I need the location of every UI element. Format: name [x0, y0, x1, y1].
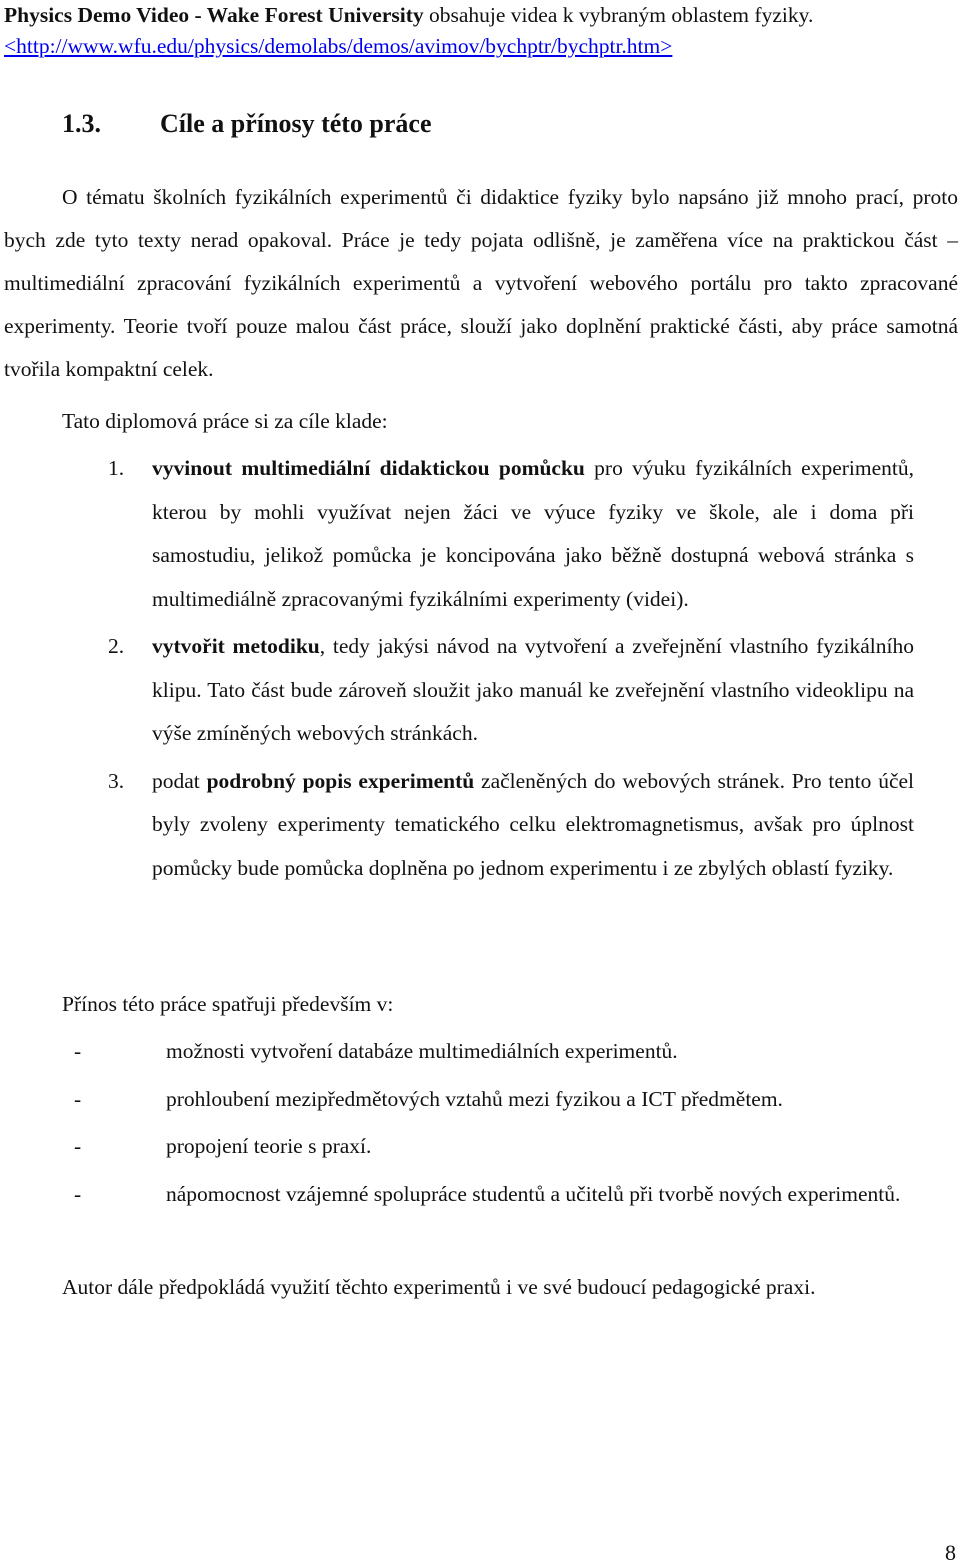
intro-paragraph: [4, 0, 954, 62]
intro-text: obsahuje videa k vybraným oblastem fyziky.: [423, 3, 814, 27]
dash-bullet: -: [74, 1134, 82, 1158]
benefit-text: možnosti vytvoření databáze multimediálních experimentů.: [166, 1039, 678, 1063]
goal-item: [108, 760, 914, 891]
dash-bullet: -: [74, 1039, 82, 1063]
dash-bullet: -: [74, 1181, 82, 1206]
goal-number: 3.: [108, 768, 125, 793]
benefit-item: [62, 1030, 958, 1074]
goal-bold: vyvinout multimediální didaktickou pomůcku: [152, 456, 585, 480]
benefits-intro: Přínos této práce spatřuji především v:: [62, 992, 394, 1016]
dash-bullet: -: [74, 1086, 82, 1111]
benefit-text: nápomocnost vzájemné spolupráce studentů a učitelů při tvorbě nových experimentů.: [166, 1181, 901, 1206]
section-heading: [62, 106, 432, 142]
closing-paragraph: Autor dále předpokládá využití těchto experimentů i ve své budoucí pedagogické praxi.: [62, 1275, 816, 1299]
benefits-list: [62, 1030, 958, 1220]
goals-list: [108, 447, 914, 894]
benefit-text: prohloubení mezipředmětových vztahů mezi fyzikou a ICT předmětem.: [166, 1086, 783, 1111]
section-number: 1.3.: [62, 109, 101, 138]
goal-item: [108, 447, 914, 621]
benefit-text: propojení teorie s praxí.: [166, 1134, 372, 1158]
goal-number: 1.: [108, 456, 125, 480]
page-number: 8: [945, 1540, 956, 1565]
goal-text-pre: podat: [152, 768, 207, 793]
section-title: Cíle a přínosy této práce: [160, 109, 432, 138]
benefit-item: [62, 1078, 958, 1122]
source-link[interactable]: <http://www.wfu.edu/physics/demolabs/demos/avimov/bychptr/bychptr.htm>: [4, 34, 673, 58]
goal-item: [108, 625, 914, 756]
goal-bold: podrobný popis experimentů: [206, 768, 475, 793]
intro-lead: Physics Demo Video - Wake Forest University: [4, 3, 424, 27]
benefit-item: [62, 1125, 958, 1169]
paragraph-aims: O tématu školních fyzikálních experimentů či didaktice fyziky bylo napsáno již mnoho prací, proto bych zde tyto texty nerad opakoval. Práce je tedy pojata odlišně, je zaměřena více na praktickou část – multimediální zpracování fyzikálních experimentů a vytvoření webového portálu pro takto zpracované experimenty. Teorie tvoří pouze malou část práce, slouží jako doplnění praktické části, aby práce samotná tvořila kompaktní celek.: [4, 185, 958, 381]
goal-number: 2.: [108, 634, 125, 658]
goal-bold: vytvořit metodiku: [152, 634, 320, 658]
goals-intro: Tato diplomová práce si za cíle klade:: [62, 409, 388, 433]
goal-text: pro výuku fyzikálních experimentů, kterou by mohli využívat nejen žáci ve výuce fyziky ve škole, ale i doma při samostudiu, jelikož pomůcka je koncipována jako běžně dostupná webová stránka s multimediálně zpracovanými fyzikálními experimenty (videi).: [152, 456, 914, 611]
benefit-item: [62, 1173, 958, 1217]
goal-text: začleněných do webových stránek. Pro tento účel byly zvoleny experimenty tematického celku elektromagnetismus, avšak pro úplnost pomůcky bude pomůcka doplněna po jednom experimentu i ze zbylých oblastí fyziky.: [152, 768, 914, 880]
goal-text: , tedy jakýsi návod na vytvoření a zveřejnění vlastního fyzikálního klipu. Tato část bude zároveň sloužit jako manuál ke zveřejnění vlastního videoklipu na výše zmíněných webových stránkách.: [152, 634, 914, 745]
